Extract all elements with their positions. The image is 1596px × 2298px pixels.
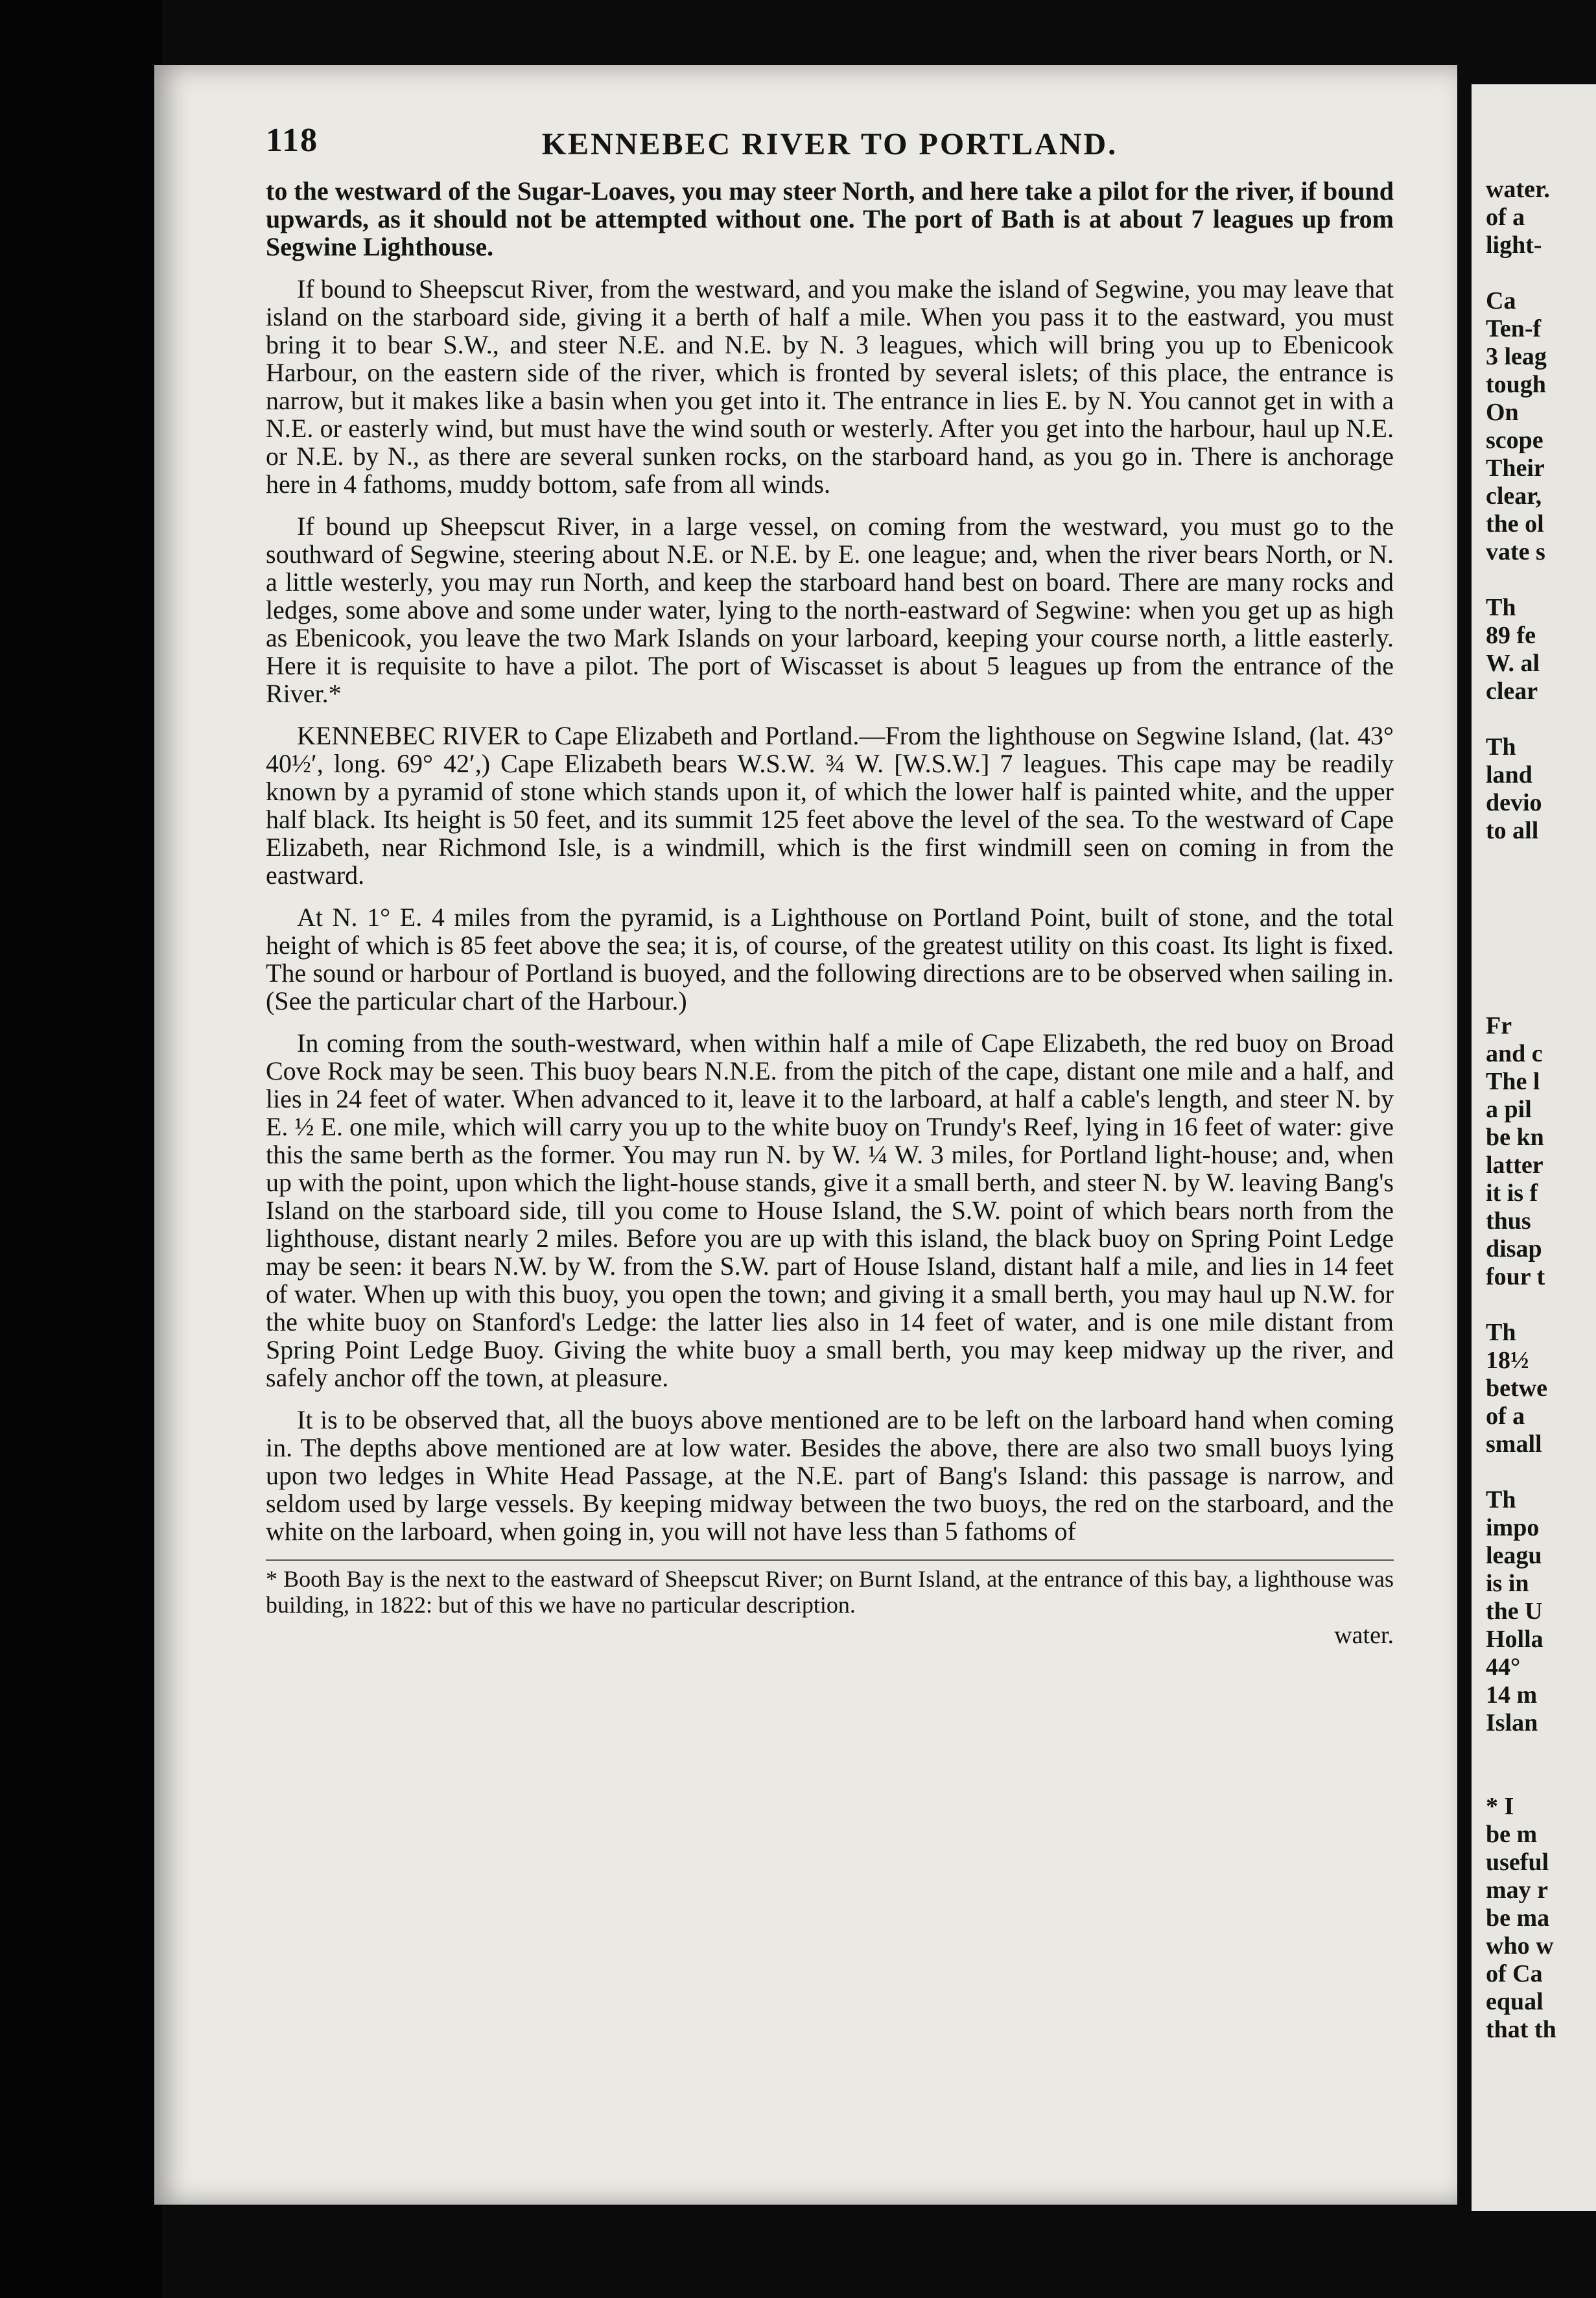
right-page-line: Th — [1486, 594, 1516, 621]
right-page-line: Their — [1486, 455, 1545, 482]
right-page-line: of a — [1486, 1403, 1525, 1430]
right-page-line: tough — [1486, 371, 1546, 398]
right-page-line: light- — [1486, 231, 1542, 259]
right-page-line: vate s — [1486, 538, 1545, 565]
right-page-line: 44° — [1486, 1653, 1521, 1681]
right-page-line: of Ca — [1486, 1960, 1543, 1987]
right-page-line: four t — [1486, 1263, 1545, 1290]
right-page-line: Th — [1486, 1486, 1516, 1513]
right-page-line: clear — [1486, 678, 1538, 705]
right-page-line: scope — [1486, 427, 1543, 454]
paragraph-south-westward-approach: In coming from the south-westward, when within half a mile of Cape Elizabeth, the red buoy on Broad Cove Rock may be seen. This buoy bears N.N.E. from the pitch of the cape, distant one mile and a half, and lies in 24 feet of water. When advanced to it, leave it to the larboard, at half a cable's length, and steer N. by E. ½ E. one mile, which will carry you up to the white buoy on Trundy's Reef, lying in 16 feet of water: give this the same berth as the former. You may run N. by W. ¼ W. 3 miles, for Portland light-house; and, when up with the point, upon which the light-house stands, give it a small berth, and steer N. by W. leaving Bang's Island on the starboard side, till you come to House Island, the S.W. point of which bears north from the lighthouse, distant nearly 2 miles. Before you are up with this island, the black buoy on Spring Point Ledge may be seen: it bears N.W. by W. from the S.W. part of House Island, distant half a mile, and lies in 14 feet of water. When up with this buoy, you open the town; and giving it a small berth, you may haul up N.W. for the white buoy on Stanford's Ledge: the latter lies also in 14 feet of water, and is one mile distant from Spring Point Ledge Buoy. Giving the white buoy a small berth, you may keep midway up the river, and safely anchor off the town, at pleasure. — [266, 1028, 1394, 1392]
right-page-line: Th — [1486, 733, 1516, 761]
right-page-line: who w — [1486, 1932, 1554, 1960]
right-page-line: devio — [1486, 789, 1542, 816]
right-page-line: thus — [1486, 1207, 1531, 1235]
running-title: KENNEBEC RIVER TO PORTLAND. — [541, 127, 1118, 161]
footnote-divider — [266, 1559, 1394, 1561]
right-page-line: W. al — [1486, 650, 1540, 677]
right-page-line: of a — [1486, 204, 1525, 231]
right-page-line: it is f — [1486, 1179, 1538, 1207]
binding-gutter — [0, 0, 162, 2298]
right-page-line: clear, — [1486, 482, 1542, 510]
right-page-line: useful — [1486, 1849, 1549, 1876]
right-page-line: the U — [1486, 1598, 1543, 1625]
right-page-line: equal — [1486, 1988, 1543, 2015]
book-page-right-edge — [1472, 84, 1596, 2211]
right-page-line: be kn — [1486, 1124, 1544, 1151]
right-page-line: The l — [1486, 1068, 1540, 1095]
right-page-line: disap — [1486, 1235, 1542, 1262]
right-page-line: may r — [1486, 1877, 1549, 1904]
right-page-line: 18½ — [1486, 1347, 1529, 1374]
paragraph-continuation: to the westward of the Sugar-Loaves, you may steer North, and here take a pilot for the river, if bound upwards, as it should not be attempted without one. The port of Bath is at about 7 leagues up from Segwine Lighthouse. — [266, 176, 1394, 261]
right-page-line: small — [1486, 1430, 1542, 1458]
right-page-line: the ol — [1486, 510, 1544, 538]
right-page-line: leagu — [1486, 1542, 1542, 1569]
page-header — [266, 122, 1394, 172]
right-page-line: a pil — [1486, 1096, 1532, 1123]
paragraph-large-vessel: If bound up Sheepscut River, in a large vessel, on coming from the westward, you must go to the southward of Segwine, steering about N.E. or N.E. by E. one league; and, when the river bears North, or N. a little westerly, you may run North, and keep the starboard hand best on board. There are many rocks and ledges, some above and some under water, lying to the north-eastward of Segwine: when you get up as high as Ebenicook, you leave the two Mark Islands on your larboard, keeping your course north, a little easterly. Here it is requisite to have a pilot. The port of Wiscasset is about 5 leagues up from the entrance of the River.* — [266, 512, 1394, 708]
right-page-line: Ten-f — [1486, 315, 1542, 342]
right-page-line: * I — [1486, 1793, 1514, 1820]
right-page-line: be m — [1486, 1821, 1538, 1848]
right-page-line: On — [1486, 399, 1519, 426]
right-page-line: Islan — [1486, 1709, 1538, 1736]
right-page-line: 89 fe — [1486, 622, 1536, 649]
right-page-line: to all — [1486, 817, 1539, 844]
page-number: 118 — [266, 122, 319, 159]
right-page-line: and c — [1486, 1040, 1543, 1067]
right-page-line: betwe — [1486, 1375, 1547, 1402]
footnote-booth-bay: * Booth Bay is the next to the eastward of Sheepscut River; on Burnt Island, at the entrance of this bay, a lighthouse was building, in 1822: but of this we have no particular description. — [266, 1566, 1394, 1618]
right-page-line: that th — [1486, 2016, 1556, 2043]
page-content — [266, 122, 1394, 1650]
right-page-line: Ca — [1486, 287, 1516, 314]
right-page-line: Holla — [1486, 1626, 1543, 1653]
right-page-line: latter — [1486, 1152, 1543, 1179]
catchword: water. — [1334, 1622, 1394, 1649]
right-page-line: Th — [1486, 1319, 1516, 1346]
paragraph-sheepscut-river: If bound to Sheepscut River, from the westward, and you make the island of Segwine, you may leave that island on the starboard side, giving it a berth of half a mile. When you pass it to the eastward, you must bring it to bear S.W., and steer N.E. and N.E. by N. 3 leagues, which will bring you up to Ebenicook Harbour, on the eastern side of the river, which is fronted by several islets; of this place, the entrance is narrow, but it makes like a basin when you get into it. The entrance in lies E. by N. You cannot get in with a N.E. or easterly wind, but must have the wind south or westerly. After you get into the harbour, haul up N.E. or N.E. by N., as there are several sunken rocks, on the starboard hand, as you go in. There is anchorage here in 4 fathoms, muddy bottom, safe from all winds. — [266, 274, 1394, 499]
right-page-line: impo — [1486, 1514, 1540, 1541]
right-page-line: water. — [1486, 176, 1550, 203]
right-page-line: land — [1486, 761, 1532, 788]
right-page-line: Fr — [1486, 1012, 1512, 1039]
paragraph-portland-lighthouse: At N. 1° E. 4 miles from the pyramid, is a Lighthouse on Portland Point, built of stone, and the total height of which is 85 feet above the sea; it is, of course, of the greatest utility on this coast. Its light is fixed. The sound or harbour of Portland is buoyed, and the following directions are to be observed when sailing in. (See the particular chart of the Harbour.) — [266, 903, 1394, 1015]
paragraph-buoys-note: It is to be observed that, all the buoys above mentioned are to be left on the larboard hand when coming in. The depths above mentioned are at low water. Besides the above, there are also two small buoys lying upon two ledges in White Head Passage, at the N.E. part of Bang's Island: this passage is narrow, and seldom used by large vessels. By keeping midway between the two buoys, the red on the starboard, and the white on the larboard, when going in, you will not have less than 5 fathoms of — [266, 1405, 1394, 1546]
right-page-line: 3 leag — [1486, 343, 1547, 370]
paragraph-kennebec-to-portland: KENNEBEC RIVER to Cape Elizabeth and Portland.—From the lighthouse on Segwine Island, (lat. 43° 40½′, long. 69° 42′,) Cape Elizabeth bears W.S.W. ¾ W. [W.S.W.] 7 leagues. This cape may be readily known by a pyramid of stone which stands upon it, of which the lower half is painted white, and the upper half black. Its height is 50 feet, and its summit 125 feet above the level of the sea. To the westward of Cape Elizabeth, near Richmond Isle, is a windmill, which is the first windmill seen on coming in from the eastward. — [266, 721, 1394, 890]
right-page-line: 14 m — [1486, 1681, 1538, 1709]
right-page-line: be ma — [1486, 1904, 1550, 1932]
right-page-line: is in — [1486, 1570, 1529, 1597]
